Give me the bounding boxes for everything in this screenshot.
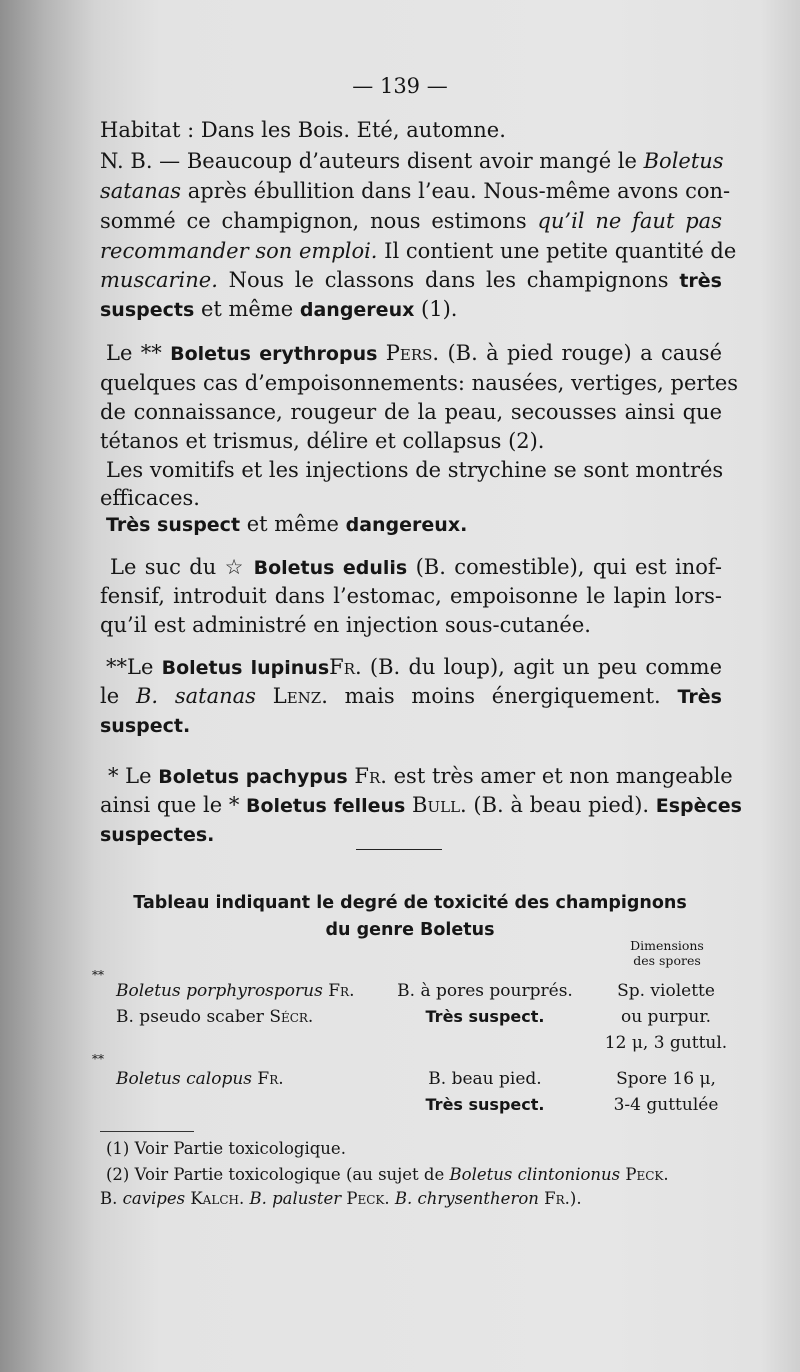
author: Lenz. [255, 684, 328, 708]
text: (B. à beau pied). [466, 793, 656, 817]
page-number: — 139 — [352, 74, 448, 98]
star-icon: ☆ [224, 555, 246, 579]
spore-info: Sp. violette [617, 981, 715, 1001]
text: Le suc du [110, 555, 225, 579]
species-name: B. paluster [249, 1189, 342, 1208]
italic-text: muscarine. [100, 268, 218, 292]
text: efficaces. [100, 486, 200, 510]
text: **Le [106, 655, 162, 679]
edulis-line-2 [100, 582, 722, 610]
edulis-line-1 [110, 553, 722, 582]
spore-info: ou purpur. [620, 1007, 712, 1027]
text: et même [194, 297, 300, 321]
nb-line-3 [100, 207, 722, 235]
text: Les vomitifs et les injections de strychine se sont montrés [106, 458, 724, 482]
toxicity-status: Très suspect. [425, 1007, 545, 1026]
toxicity-mark: ** [92, 968, 104, 982]
text: (B. à pied rouge) a causé [439, 341, 723, 365]
text: qu’il est administré en injection sous-cutanée. [100, 613, 591, 637]
common-name: B. à pores pourprés. [397, 981, 573, 1001]
table-row [116, 978, 354, 1004]
habitat-line [100, 116, 722, 144]
bold-text: très [679, 270, 722, 292]
lupinus-line-1 [106, 653, 722, 682]
text: B. [100, 1189, 123, 1208]
author: Peck. [341, 1189, 395, 1208]
text: est très amer et non mangeable [386, 764, 733, 788]
footnote-number: (1) [106, 1139, 130, 1158]
erythropus-line-2 [100, 369, 739, 397]
text: sommé ce champignon, nous estimons [100, 209, 538, 233]
bold-text: Très [677, 686, 722, 708]
table-row-synonym [116, 1004, 313, 1030]
text: tétanos et trismus, délire et collapsus (2). [100, 429, 545, 453]
text: N. B. — Beaucoup d’auteurs disent avoir mangé le [100, 149, 644, 173]
species-name: Boletus pachypus [158, 766, 348, 788]
lupinus-line-3 [100, 711, 722, 740]
bold-text: suspects [100, 299, 195, 321]
header-line: des spores [633, 953, 701, 968]
spore-info: 3-4 guttulée [613, 1095, 719, 1115]
text: fensif, introduit dans l’estomac, empoisonne le lapin lors- [100, 584, 722, 608]
author: Peck. [620, 1165, 669, 1184]
species-name: satanas [100, 179, 182, 203]
text: pseudo scaber [133, 1007, 270, 1027]
text: et même [240, 512, 346, 536]
species-name: Boletus calopus [116, 1069, 253, 1089]
author: Bull. [405, 793, 467, 817]
erythropus-line-4 [100, 427, 722, 455]
species-name: B. satanas [135, 684, 256, 708]
text: de connaissance, rougeur de la peau, secousses ainsi que [100, 400, 722, 424]
italic-text: recommander son emploi. [100, 239, 378, 263]
footnote-2 [106, 1164, 669, 1186]
erythropus-line-5 [106, 456, 722, 484]
text: le [100, 684, 136, 708]
nb-line-6 [100, 295, 722, 324]
species-name: Boletus erythropus [170, 343, 378, 365]
common-name: B. beau pied. [428, 1069, 542, 1089]
text: Voir Partie toxicologique (au sujet de [129, 1165, 450, 1184]
text: Voir Partie toxicologique. [129, 1139, 346, 1158]
species-name: Boletus felleus [246, 795, 406, 817]
footnote-number: (2) [106, 1165, 130, 1184]
toxicity-status: Très suspect. [425, 1095, 545, 1114]
text: mais moins énergiquement. [327, 684, 678, 708]
footnote-1 [106, 1138, 346, 1160]
bold-text: suspect. [100, 715, 191, 737]
section-divider [356, 849, 442, 850]
erythropus-verdict [106, 510, 728, 539]
footnote-2-continued [100, 1188, 582, 1210]
toxicity-mark: ** [92, 1052, 104, 1066]
species-name: Boletus lupinus [161, 657, 330, 679]
species-name: Boletus [643, 149, 724, 173]
species-name: Boletus porphyrosporus [116, 981, 323, 1001]
species-name: cavipes [122, 1189, 186, 1208]
text: (1). [414, 297, 458, 321]
author: Fr. [329, 655, 362, 679]
bold-text: Espèces [655, 795, 742, 817]
text: (B. comestible), qui est inof- [407, 555, 722, 579]
bold-text: Très suspect [106, 514, 241, 536]
pachypus-line-1 [108, 762, 733, 791]
author: Fr. [347, 764, 387, 788]
species-name: Boletus edulis [253, 557, 408, 579]
lupinus-line-2 [100, 682, 722, 711]
author: Fr. [252, 1069, 284, 1089]
italic-text: qu’il ne faut pas [537, 209, 722, 233]
text: (B. du loup), agit un peu comme [361, 655, 722, 679]
species-name: Boletus clintonionus [449, 1165, 621, 1184]
nb-line-5 [100, 266, 722, 295]
text: après ébullition dans l’eau. Nous-même avons con- [181, 179, 731, 203]
author: Pers. [377, 341, 440, 365]
spore-info: Spore 16 μ, [616, 1069, 716, 1089]
erythropus-line-3 [100, 398, 722, 426]
nb-line-1 [100, 147, 722, 175]
table-row [116, 1066, 284, 1092]
pachypus-line-3 [100, 820, 722, 849]
nb-line-2 [100, 177, 731, 205]
author: Fr. [322, 981, 355, 1001]
author: Fr.). [538, 1189, 582, 1208]
text: quelques cas d’empoisonnements: nausées, vertiges, pertes [100, 371, 739, 395]
text: Le ** [106, 341, 171, 365]
text: * Le [108, 764, 159, 788]
table-subtitle: du genre Boletus [325, 920, 495, 940]
edulis-line-3 [100, 611, 722, 639]
text: ainsi que le * [100, 793, 246, 817]
nb-line-4 [100, 237, 737, 265]
erythropus-line-1 [106, 339, 722, 368]
bold-text: dangereux [299, 299, 415, 321]
text: Nous le classons dans les champignons [217, 268, 680, 292]
spore-info: 12 μ, 3 guttul. [604, 1033, 728, 1053]
text: Il contient une petite quantité de [377, 239, 737, 263]
bold-text: suspectes. [100, 824, 215, 846]
pachypus-line-2 [100, 791, 742, 820]
footnote-divider [100, 1131, 194, 1132]
bold-text: dangereux. [345, 514, 468, 536]
species-name: B. chrysentheron [394, 1189, 539, 1208]
header-line: Dimensions [630, 938, 704, 953]
erythropus-line-6 [100, 484, 722, 512]
text: B. [116, 1007, 134, 1027]
spore-column-header [602, 938, 732, 968]
author: Kalch. [185, 1189, 250, 1208]
habitat-text: Habitat : Dans les Bois. Eté, automne. [100, 118, 506, 142]
author: Sécr. [269, 1007, 314, 1027]
table-title: Tableau indiquant le degré de toxicité des champignons [133, 893, 687, 913]
